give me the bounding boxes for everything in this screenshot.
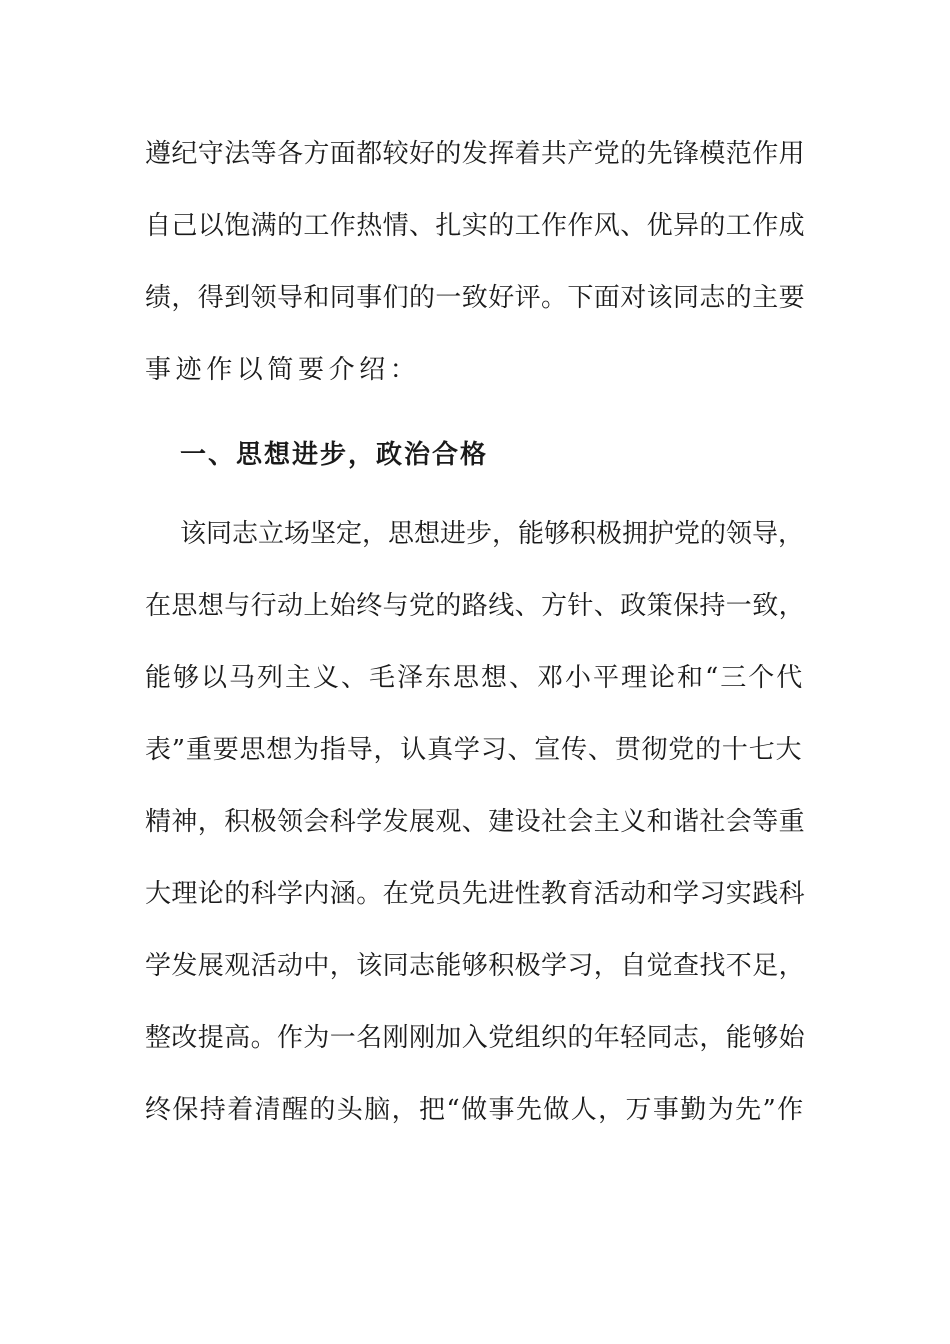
section-line-6: 大理论的科学内涵。在党员先进性教育活动和学习实践科 bbox=[145, 879, 805, 909]
section-heading: 一、思想进步，政治合格 bbox=[180, 440, 489, 470]
section-line-4: 表”重要思想为指导，认真学习、宣传、贯彻党的十七大 bbox=[145, 735, 803, 765]
section-line-2: 在思想与行动上始终与党的路线、方针、政策保持一致， bbox=[145, 591, 805, 621]
section-line-1: 该同志立场坚定，思想进步，能够积极拥护党的领导， bbox=[180, 519, 805, 549]
section-line-8: 整改提高。作为一名刚刚加入党组织的年轻同志，能够始 bbox=[145, 1023, 805, 1053]
text-line-4: 事迹作以简要介绍： bbox=[145, 355, 421, 385]
text-line-1: 遵纪守法等各方面都较好的发挥着共产党的先锋模范作用 bbox=[145, 139, 805, 169]
section-line-9: 终保持着清醒的头脑，把“做事先做人，万事勤为先”作 bbox=[145, 1095, 805, 1125]
text-line-2: 自己以饱满的工作热情、扎实的工作作风、优异的工作成 bbox=[145, 211, 805, 241]
section-line-3: 能够以马列主义、毛泽东思想、邓小平理论和“三个代 bbox=[145, 663, 805, 693]
section-line-5: 精神，积极领会科学发展观、建设社会主义和谐社会等重 bbox=[145, 807, 805, 837]
text-line-3: 绩，得到领导和同事们的一致好评。下面对该同志的主要 bbox=[145, 283, 805, 313]
section-line-7: 学发展观活动中，该同志能够积极学习，自觉查找不足， bbox=[145, 951, 805, 981]
